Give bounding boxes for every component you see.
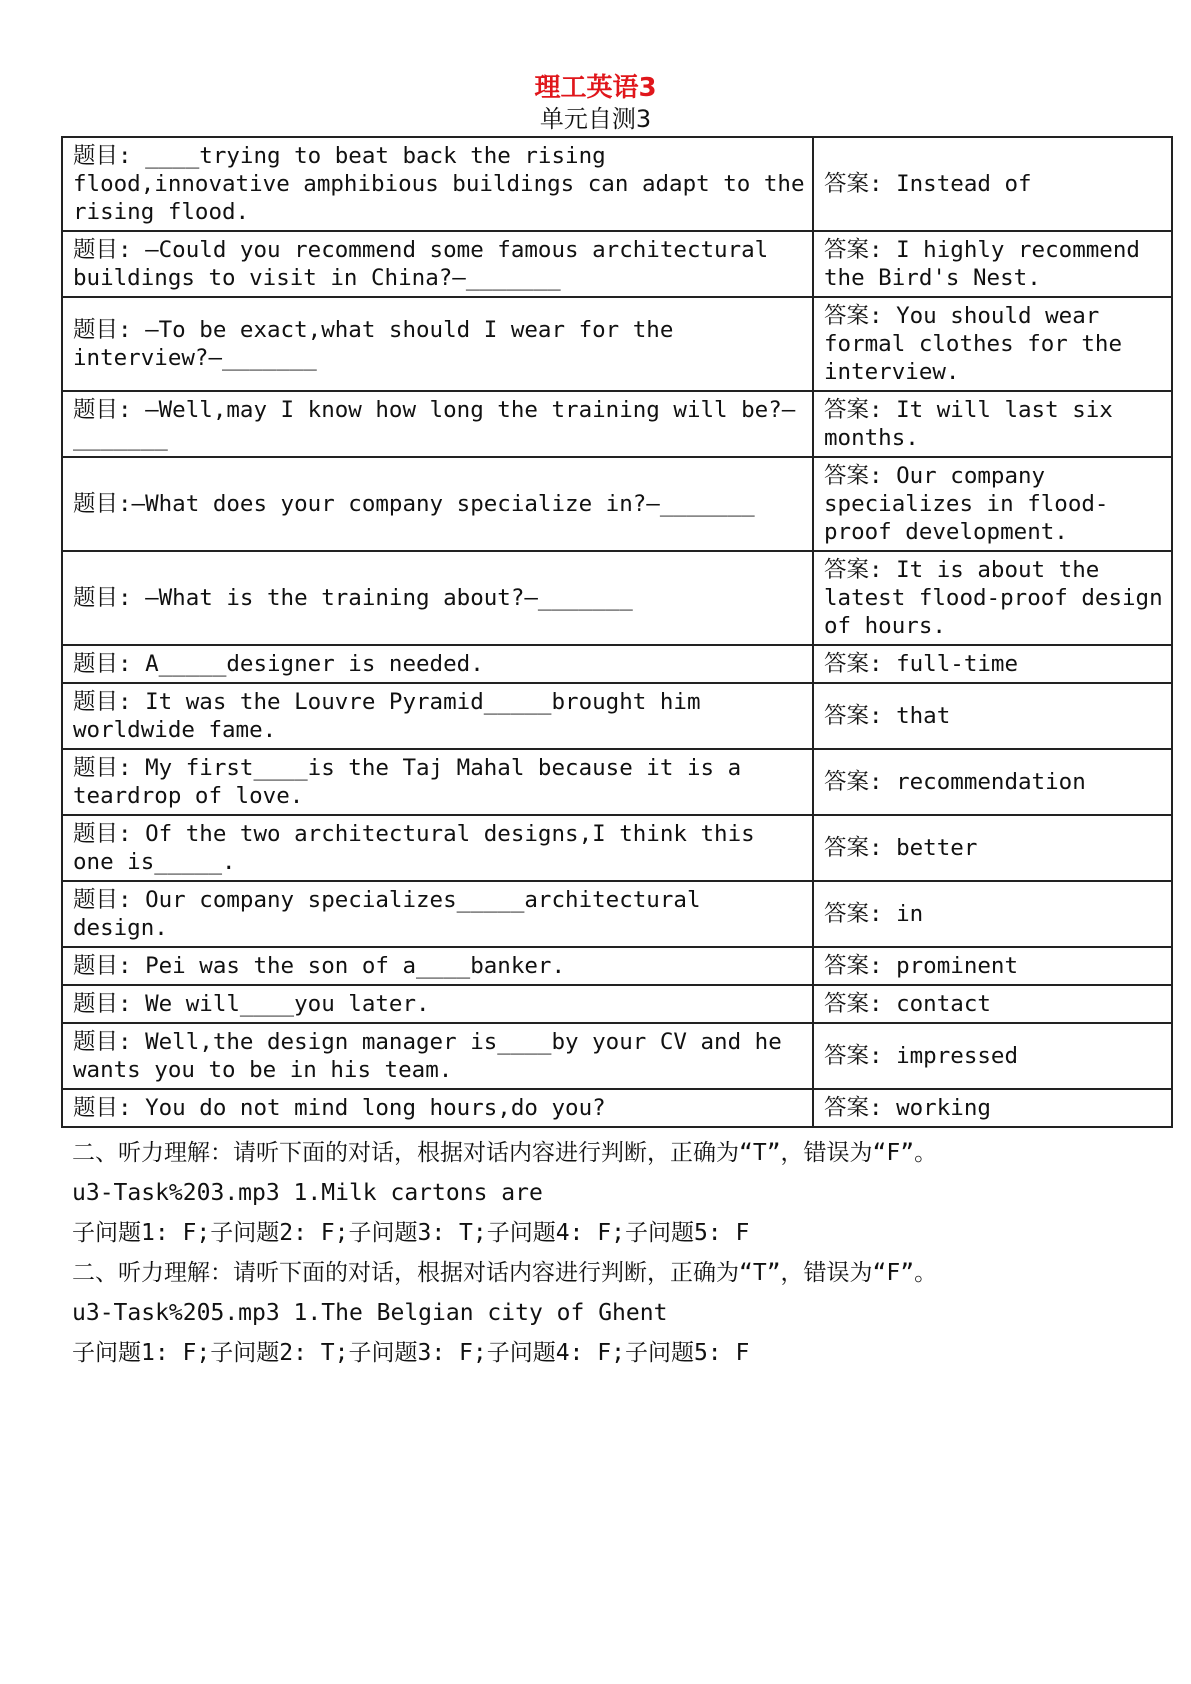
answer-cell: 答案: recommendation — [813, 749, 1172, 815]
question-cell: 题目: Our company specializes_____architectural design. — [62, 881, 813, 947]
listening-answers: 子问题1: F;子问题2: T;子问题3: F;子问题4: F;子问题5: F — [72, 1340, 750, 1366]
answer-cell: 答案: You should wear formal clothes for the interview. — [813, 297, 1172, 391]
question-cell: 题目: ____trying to beat back the rising flood,innovative amphibious buildings can adapt to the rising flood. — [62, 137, 813, 231]
question-cell: 题目: Of the two architectural designs,I think this one is_____. — [62, 815, 813, 881]
qa-table — [61, 136, 1173, 1128]
question-cell: 题目: A_____designer is needed. — [62, 645, 813, 683]
table-row — [62, 749, 1172, 815]
question-cell: 题目:—What does your company specialize in?—_______ — [62, 457, 813, 551]
question-cell: 题目: Well,the design manager is____by your CV and he wants you to be in his team. — [62, 1023, 813, 1089]
answer-cell: 答案: Instead of — [813, 137, 1172, 231]
answer-cell: 答案: It will last six months. — [813, 391, 1172, 457]
listening-instruction: 二、听力理解：请听下面的对话，根据对话内容进行判断，正确为“T”，错误为“F”。 — [72, 1260, 938, 1286]
question-cell: 题目: It was the Louvre Pyramid_____brought him worldwide fame. — [62, 683, 813, 749]
table-row — [62, 881, 1172, 947]
listening-audio-title: u3-Task%205.mp3 1.The Belgian city of Ghent — [72, 1300, 668, 1326]
question-cell: 题目: —Could you recommend some famous architectural buildings to visit in China?—_______ — [62, 231, 813, 297]
document-title: 理工英语3 — [534, 73, 657, 103]
answer-cell: 答案: Our company specializes in flood-proof development. — [813, 457, 1172, 551]
table-row — [62, 137, 1172, 231]
answer-cell: 答案: that — [813, 683, 1172, 749]
question-cell: 题目: —What is the training about?—_______ — [62, 551, 813, 645]
answer-cell: 答案: prominent — [813, 947, 1172, 985]
answer-cell: 答案: full-time — [813, 645, 1172, 683]
table-row — [62, 551, 1172, 645]
listening-section — [72, 1133, 1152, 1373]
table-row — [62, 683, 1172, 749]
document-subtitle: 单元自测3 — [539, 105, 652, 133]
listening-answers: 子问题1: F;子问题2: F;子问题3: T;子问题4: F;子问题5: F — [72, 1220, 750, 1246]
table-row — [62, 297, 1172, 391]
question-cell: 题目: My first____is the Taj Mahal because it is a teardrop of love. — [62, 749, 813, 815]
question-cell: 题目: —Well,may I know how long the training will be?—_______ — [62, 391, 813, 457]
question-cell: 题目: We will____you later. — [62, 985, 813, 1023]
answer-cell: 答案: contact — [813, 985, 1172, 1023]
table-row — [62, 1023, 1172, 1089]
question-cell: 题目: Pei was the son of a____banker. — [62, 947, 813, 985]
table-row — [62, 947, 1172, 985]
answer-cell: 答案: impressed — [813, 1023, 1172, 1089]
answer-cell: 答案: It is about the latest flood-proof design of hours. — [813, 551, 1172, 645]
answer-cell: 答案: in — [813, 881, 1172, 947]
table-row — [62, 457, 1172, 551]
listening-instruction: 二、听力理解：请听下面的对话，根据对话内容进行判断，正确为“T”，错误为“F”。 — [72, 1140, 938, 1166]
table-row — [62, 391, 1172, 457]
answer-cell: 答案: working — [813, 1089, 1172, 1127]
table-row — [62, 231, 1172, 297]
table-row — [62, 1089, 1172, 1127]
table-row — [62, 815, 1172, 881]
question-cell: 题目: —To be exact,what should I wear for the interview?—_______ — [62, 297, 813, 391]
listening-audio-title: u3-Task%203.mp3 1.Milk cartons are — [72, 1180, 543, 1206]
answer-cell: 答案: better — [813, 815, 1172, 881]
question-cell: 题目: You do not mind long hours,do you? — [62, 1089, 813, 1127]
table-row — [62, 645, 1172, 683]
table-row — [62, 985, 1172, 1023]
answer-cell: 答案: I highly recommend the Bird's Nest. — [813, 231, 1172, 297]
